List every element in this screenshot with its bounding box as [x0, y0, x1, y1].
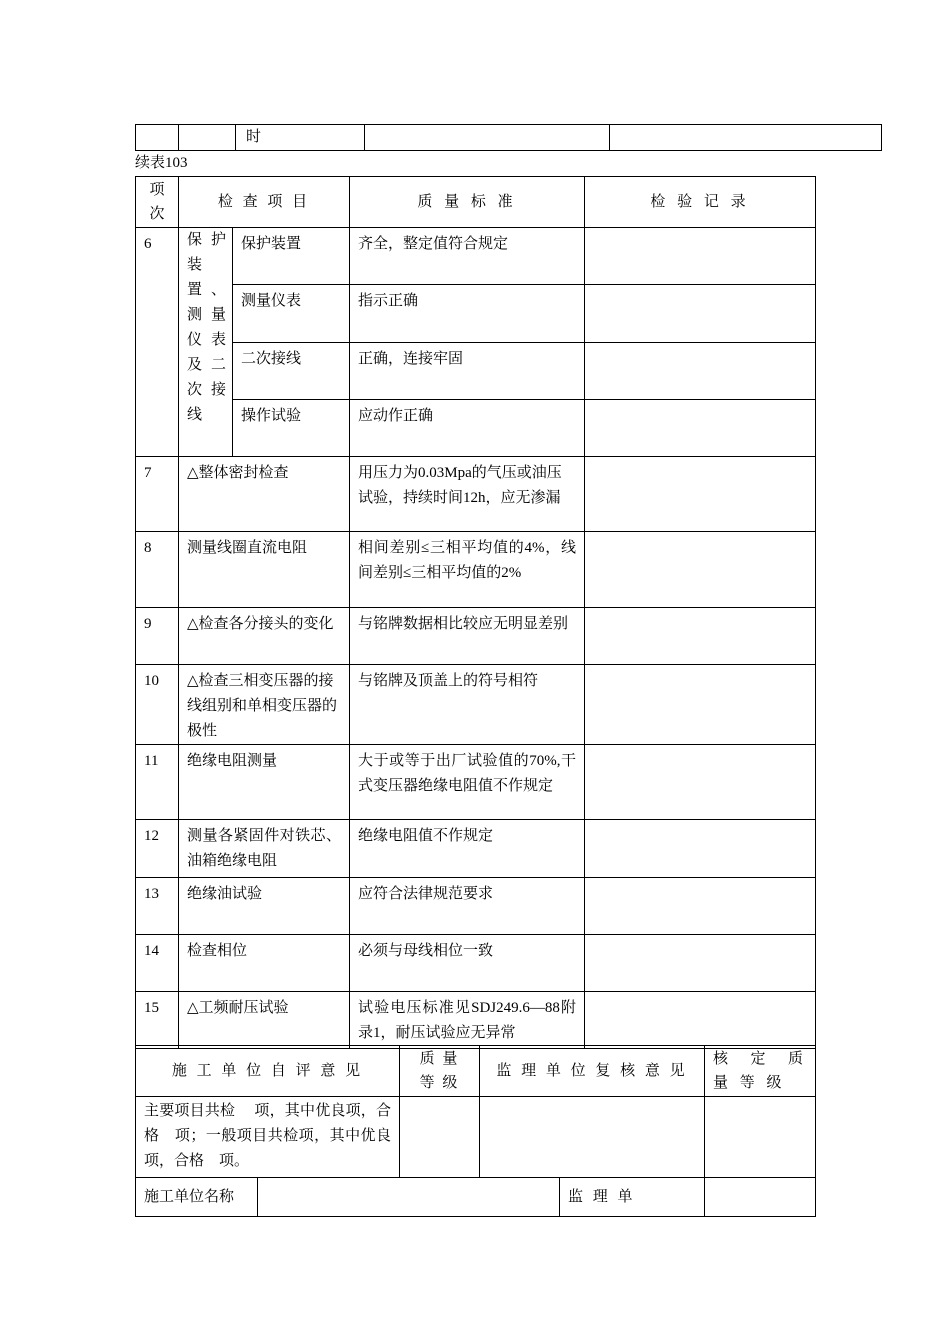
- approved-grade-cell: [705, 1097, 816, 1178]
- standard-cell: 用压力为0.03Mpa的气压或油压试验，持续时间12h，应无渗漏: [350, 457, 585, 532]
- supervisor-unit-value: [705, 1178, 816, 1217]
- standard-cell: 必须与母线相位一致: [350, 935, 585, 992]
- group6-label: [179, 228, 233, 457]
- approved-grade-header: 核 定 质 量 等 级: [705, 1046, 816, 1097]
- record-cell: [585, 745, 816, 820]
- header-standard: 质 量 标 准: [350, 177, 585, 228]
- group6-label-line: 置、: [187, 282, 226, 298]
- sub-item: 操作试验: [233, 400, 350, 457]
- quality-grade-cell: [400, 1097, 480, 1178]
- standard-cell: 正确，连接牢固: [350, 343, 585, 400]
- standard-cell: 齐全，整定值符合规定: [350, 228, 585, 285]
- table-row: [136, 457, 816, 532]
- group6-label-line: 及二: [187, 357, 226, 373]
- table-row: [136, 343, 816, 400]
- record-cell: [585, 665, 816, 745]
- header-item-no: 项次: [136, 177, 179, 228]
- contractor-name-label: 施工单位名称: [136, 1178, 258, 1217]
- table-caption: 续表103: [135, 155, 188, 171]
- evaluation-summary: 主要项目共检 项，其中优良项，合格 项；一般项目共检项，其中优良 项，合格 项。: [136, 1097, 400, 1178]
- table-row: [136, 935, 816, 992]
- record-cell: [585, 820, 816, 878]
- top-row-cell: 时: [236, 125, 365, 151]
- quality-grade-header: 质 量 等 级: [400, 1046, 480, 1097]
- standard-cell: 与铭牌及顶盖上的符号相符: [350, 665, 585, 745]
- self-eval-header: 施 工 单 位 自 评 意 见: [136, 1046, 400, 1097]
- table-row: [136, 665, 816, 745]
- top-fragment-table: [135, 124, 882, 151]
- standard-cell: 试验电压标准见SDJ249.6—88附录1，耐压试验应无异常: [350, 992, 585, 1049]
- check-item: 绝缘电阻测量: [179, 745, 350, 820]
- record-cell: [585, 400, 816, 457]
- table-row: [136, 745, 816, 820]
- table-row: [136, 992, 816, 1049]
- sub-item: 测量仪表: [233, 285, 350, 343]
- group6-label-line: 仪表: [187, 332, 226, 348]
- group6-label-line: 次接: [187, 382, 226, 398]
- approval-table: [135, 1045, 816, 1217]
- header-record: 检 验 记 录: [585, 177, 816, 228]
- table-row: [136, 400, 816, 457]
- standard-cell: 应动作正确: [350, 400, 585, 457]
- table-row: [136, 285, 816, 343]
- row-no: 15: [136, 992, 179, 1049]
- contractor-name-value: [258, 1178, 560, 1217]
- row-no: 11: [136, 745, 179, 820]
- record-cell: [585, 457, 816, 532]
- row-no: 13: [136, 878, 179, 935]
- supervisor-unit-label: 监 理 单: [560, 1178, 705, 1217]
- table-row: [136, 532, 816, 608]
- row-no: 8: [136, 532, 179, 608]
- record-cell: [585, 608, 816, 665]
- sub-item: 保护装置: [233, 228, 350, 285]
- record-cell: [585, 878, 816, 935]
- record-cell: [585, 228, 816, 285]
- standard-cell: 相间差别≤三相平均值的4%，线间差别≤三相平均值的2%: [350, 532, 585, 608]
- check-item: 测量各紧固件对铁芯、油箱绝缘电阻: [179, 820, 350, 878]
- check-item: △工频耐压试验: [179, 992, 350, 1049]
- check-item: △整体密封检查: [179, 457, 350, 532]
- check-item: 检查相位: [179, 935, 350, 992]
- standard-cell: 应符合法律规范要求: [350, 878, 585, 935]
- group6-label-line: 保护: [187, 232, 226, 248]
- sub-item: 二次接线: [233, 343, 350, 400]
- row-no: 12: [136, 820, 179, 878]
- check-item: △检查各分接头的变化: [179, 608, 350, 665]
- row-no: 7: [136, 457, 179, 532]
- check-item: △检查三相变压器的接线组别和单相变压器的极性: [179, 665, 350, 745]
- inspection-table: [135, 176, 816, 1049]
- table-row: [136, 878, 816, 935]
- row-no: 10: [136, 665, 179, 745]
- standard-cell: 大于或等于出厂试验值的70%,干式变压器绝缘电阻值不作规定: [350, 745, 585, 820]
- standard-cell: 与铭牌数据相比较应无明显差别: [350, 608, 585, 665]
- table-row: [136, 228, 816, 285]
- row-no: 6: [136, 228, 179, 457]
- check-item: 测量线圈直流电阻: [179, 532, 350, 608]
- record-cell: [585, 992, 816, 1049]
- record-cell: [585, 285, 816, 343]
- group6-label-line: 装: [187, 257, 203, 273]
- group6-label-line: 测量: [187, 307, 226, 323]
- row-no: 9: [136, 608, 179, 665]
- standard-cell: 指示正确: [350, 285, 585, 343]
- row-no: 14: [136, 935, 179, 992]
- record-cell: [585, 532, 816, 608]
- header-row: [136, 177, 816, 228]
- supervisor-review-cell: [480, 1097, 705, 1178]
- table-row: [136, 608, 816, 665]
- record-cell: [585, 343, 816, 400]
- group6-label-line: 线: [187, 407, 203, 423]
- header-check-item: 检 查 项 目: [179, 177, 350, 228]
- supervisor-review-header: 监 理 单 位 复 核 意 见: [480, 1046, 705, 1097]
- table-row: [136, 820, 816, 878]
- record-cell: [585, 935, 816, 992]
- standard-cell: 绝缘电阻值不作规定: [350, 820, 585, 878]
- check-item: 绝缘油试验: [179, 878, 350, 935]
